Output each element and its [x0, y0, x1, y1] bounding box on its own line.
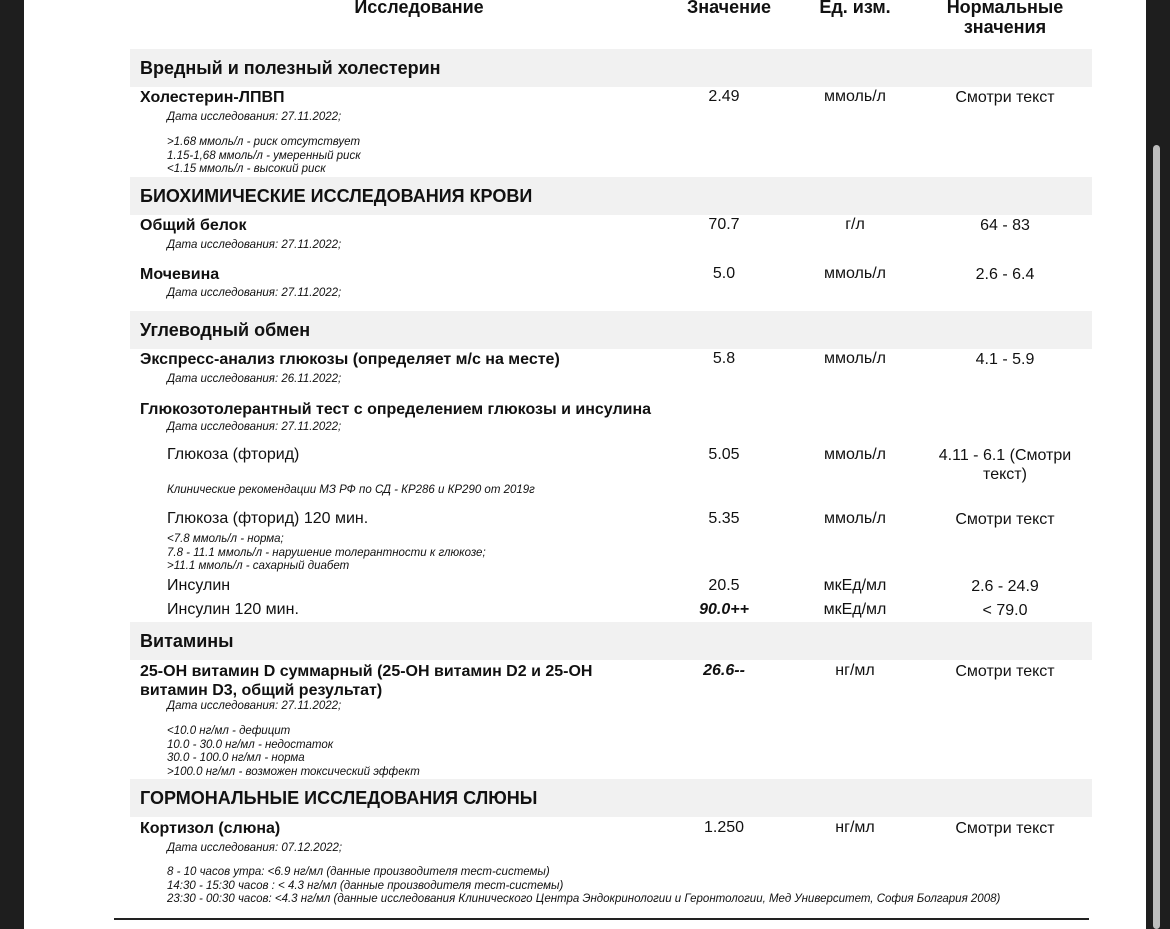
column-header-norm-line1: Нормальные [946, 0, 1064, 17]
unit-urea: ммоль/л [824, 265, 886, 282]
date-express-glucose: Дата исследования: 26.11.2022; [167, 373, 342, 385]
norm-insulin-120: < 79.0 [982, 602, 1028, 619]
section-title: Вредный и полезный холестерин [140, 58, 441, 78]
section-hormones [130, 779, 1092, 817]
value-vitamin-d: 26.6-- [703, 662, 745, 679]
test-name-cortisol: Кортизол (слюна) [140, 820, 281, 837]
unit-vitamin-d: нг/мл [835, 662, 875, 679]
unit-hdl: ммоль/л [824, 88, 886, 105]
value-protein: 70.7 [708, 216, 740, 233]
name-line: 25-ОН витамин D суммарный (25-ОН витамин D2 и 25-ОН [140, 663, 593, 680]
note-line: 23:30 - 00:30 часов: <4.3 нг/мл (данные исследования Клинического Центра Эндокринологии и Геронтологии, Мед Университет, София Болгария 2008) [167, 893, 1001, 905]
date-protein: Дата исследования: 27.11.2022; [167, 239, 342, 251]
norm-vitamin-d: Смотри текст [955, 663, 1055, 680]
norm-line: текст) [983, 466, 1027, 483]
unit-cortisol: нг/мл [835, 819, 875, 836]
norm-line: 4.11 - 6.1 (Смотри [938, 447, 1072, 464]
value-cortisol: 1.250 [703, 819, 745, 836]
value-glucose-120: 5.35 [708, 510, 740, 527]
section-title: Витамины [140, 631, 234, 651]
name-line: витамин D3, общий результат) [140, 682, 383, 699]
section-title: БИОХИМИЧЕСКИЕ ИССЛЕДОВАНИЯ КРОВИ [140, 186, 533, 206]
note-line: >1.68 ммоль/л - риск отсутствует [167, 136, 361, 148]
scrollbar-thumb[interactable] [1153, 145, 1160, 929]
value-insulin: 20.5 [708, 577, 740, 594]
note-hdl [167, 136, 361, 177]
unit-glucose: ммоль/л [824, 446, 886, 463]
unit-glucose-120: ммоль/л [824, 510, 886, 527]
value-hdl: 2.49 [708, 88, 740, 105]
note-line: >100.0 нг/мл - возможен токсический эффект [167, 765, 420, 778]
note-line: <10.0 нг/мл - дефицит [167, 725, 291, 737]
norm-hdl: Смотри текст [955, 89, 1055, 106]
section-lipids [130, 49, 1092, 87]
note-line: <1.15 ммоль/л - высокий риск [167, 163, 326, 175]
section-title: Углеводный обмен [140, 320, 311, 340]
section-title: ГОРМОНАЛЬНЫЕ ИССЛЕДОВАНИЯ СЛЮНЫ [140, 788, 538, 808]
date-gtt: Дата исследования: 27.11.2022; [167, 421, 342, 433]
test-name-glucose: Глюкоза (фторид) [167, 446, 300, 463]
unit-insulin-120: мкЕд/мл [823, 601, 887, 618]
note-line: 1.15-1,68 ммоль/л - умеренный риск [167, 149, 361, 162]
column-header-test: Исследование [354, 0, 484, 17]
norm-glucose-120: Смотри текст [955, 511, 1055, 528]
value-insulin-120: 90.0++ [699, 601, 749, 618]
value-urea: 5.0 [712, 265, 736, 282]
date-hdl: Дата исследования: 27.11.2022; [167, 111, 342, 123]
column-header-unit: Ед. изм. [819, 0, 891, 17]
test-name-glucose-120: Глюкоза (фторид) 120 мин. [167, 510, 369, 527]
test-name-express-glucose: Экспресс-анализ глюкозы (определяет м/с на месте) [140, 351, 560, 368]
norm-insulin: 2.6 - 24.9 [971, 578, 1039, 595]
note-line: 14:30 - 15:30 часов : < 4.3 нг/мл (данные производителя тест-системы) [167, 879, 564, 892]
report-page [24, 0, 1146, 929]
note-vitamin-d [167, 725, 420, 779]
note-line: <7.8 ммоль/л - норма; [167, 533, 284, 545]
test-name-hdl: Холестерин-ЛПВП [140, 89, 285, 106]
note-line: 8 - 10 часов утра: <6.9 нг/мл (данные производителя тест-системы) [167, 866, 550, 878]
norm-urea: 2.6 - 6.4 [975, 266, 1035, 283]
column-header-norm-line2: значения [963, 17, 1047, 37]
column-header-norm [916, 0, 1094, 37]
norm-express-glucose: 4.1 - 5.9 [975, 351, 1035, 368]
value-express-glucose: 5.8 [712, 350, 736, 367]
test-name-vitamin-d [140, 662, 592, 700]
date-cortisol: Дата исследования: 07.12.2022; [167, 842, 343, 854]
note-glucose-120 [167, 533, 486, 574]
test-name-gtt: Глюкозотолерантный тест с определением глюкозы и инсулина [140, 401, 651, 418]
section-vitamins [130, 622, 1092, 660]
norm-protein: 64 - 83 [980, 217, 1030, 234]
note-cortisol [167, 866, 1000, 907]
note-glucose: Клинические рекомендации МЗ РФ по СД - КР286 и КР290 от 2019г [167, 484, 535, 496]
norm-cortisol: Смотри текст [955, 820, 1055, 837]
value-glucose: 5.05 [708, 446, 740, 463]
section-carb [130, 311, 1092, 349]
test-name-urea: Мочевина [140, 266, 220, 283]
unit-insulin: мкЕд/мл [823, 577, 887, 594]
test-name-insulin-120: Инсулин 120 мин. [167, 601, 299, 618]
date-urea: Дата исследования: 27.11.2022; [167, 287, 342, 299]
norm-glucose [916, 446, 1094, 484]
test-name-insulin: Инсулин [167, 577, 231, 594]
note-line: 7.8 - 11.1 ммоль/л - нарушение толерантности к глюкозе; [167, 546, 486, 559]
column-header-value: Значение [686, 0, 772, 17]
unit-express-glucose: ммоль/л [824, 350, 886, 367]
date-vitamin-d: Дата исследования: 27.11.2022; [167, 700, 342, 712]
unit-protein: г/л [845, 216, 865, 233]
section-biochem [130, 177, 1092, 215]
note-line: 30.0 - 100.0 нг/мл - норма [167, 752, 305, 764]
test-name-protein: Общий белок [140, 217, 247, 234]
note-line: 10.0 - 30.0 нг/мл - недостаток [167, 738, 334, 751]
bottom-rule [114, 918, 1089, 920]
note-line: >11.1 ммоль/л - сахарный диабет [167, 560, 350, 572]
